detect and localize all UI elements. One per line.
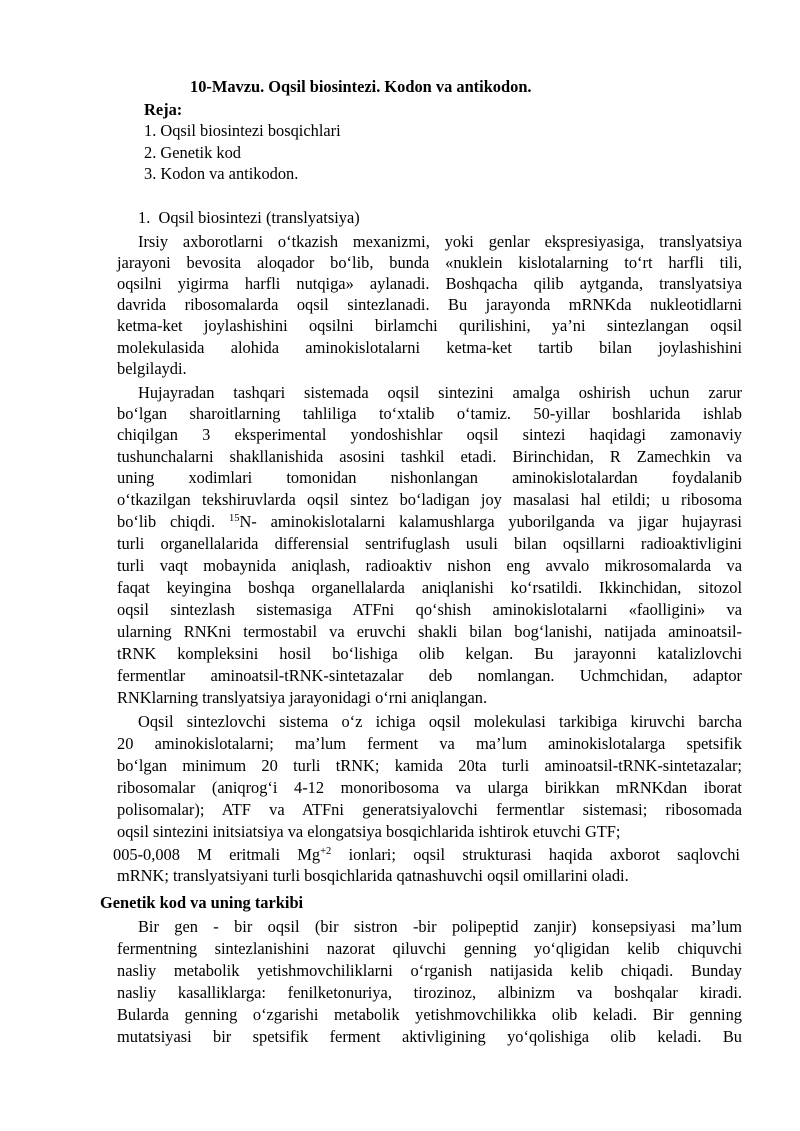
- charge-superscript: +2: [320, 846, 332, 857]
- plan-item: 2. Genetik kod: [144, 143, 241, 162]
- paragraph-line-magnesium: 005-0,008 M eritmali $Mg^{+2}$ ionlari; oqsil strukturasi haqida axborot saqlovchi: [113, 845, 740, 864]
- section-heading: [138, 208, 360, 228]
- paragraph-line: turli organellalarida differensial sentrifuglash usuli bilan oqsillarni radioaktivligini: [117, 534, 742, 553]
- paragraph-line: RNKlarning translyatsiya jarayonidagi o‘rni aniqlangan.: [117, 688, 488, 707]
- paragraph-line: ketma-ket joylashishini oqsilni birlamchi qurilishini, ya’ni sintezlangan oqsil: [117, 316, 742, 335]
- paragraph-line: nasliy metabolik yetishmovchiliklarni o‘rganish natijasida kelib chiqadi. Bunday: [117, 961, 742, 980]
- document-title: 10-Mavzu. Oqsil biosintezi. Kodon va antikodon.: [190, 77, 532, 96]
- paragraph-line: chiqilgan 3 eksperimental yondoshishlar oqsil sintezi haqidagi zamonaviy: [117, 425, 742, 444]
- section-title: Oqsil biosintezi (translyatsiya): [158, 208, 360, 227]
- paragraph-line: oqsil sintezlash sistemasiga ATFni qo‘shish aminokislotalarni «faolligini» va: [117, 600, 742, 619]
- paragraph-line: mRNK; translyatsiyani turli bosqichlarida qatnashuvchi oqsil omillarini oladi.: [117, 866, 629, 885]
- paragraph-line: davrida ribosomalarda oqsil sintezlanadi. Bu jarayonda mRNKda nukleotidlarni: [117, 295, 742, 314]
- paragraph-line: turli vaqt mobaynida aniqlash, radioaktiv nishon eng avvalo mikrosomalarda va: [117, 556, 742, 575]
- paragraph-line: ularning RNKni termostabil va eruvchi shakli bilan bog‘lanishi, natijada aminoatsil-: [117, 622, 742, 641]
- paragraph-line: o‘tkazilgan tekshiruvlarda oqsil sintez bo‘ladigan joy masalasi hal etildi; u ribosoma: [117, 490, 742, 509]
- paragraph-line: ribosomalar (aniqrog‘i 4-12 monoribosoma va ularga birikkan mRNKdan iborat: [117, 778, 742, 797]
- paragraph-line: 20 aminokislotalarni; ma’lum ferment va ma’lum aminokislotalarga spetsifik: [117, 734, 742, 753]
- paragraph-line: tRNK kompleksini hosil bo‘lishiga olib kelgan. Bu jarayonni katalizlovchi: [117, 644, 742, 663]
- paragraph-line-isotope: bo‘lib chiqdi. $^{15}$N- aminokislotalarni kalamushlarga yuborilganda va jigar hujayrasi: [117, 512, 742, 531]
- paragraph-line: bo‘lgan minimum 20 turli tRNK; kamida 20ta turli aminoatsil-tRNK-sintetazalar;: [117, 756, 742, 775]
- paragraph-line: oqsilni yigirma harfli nutqiga» aylanadi. Boshqacha qilib aytganda, translyatsiya: [117, 274, 742, 293]
- paragraph-line: Bir gen - bir oqsil (bir sistron -bir polipeptid zanjir) konsepsiyasi ma’lum: [138, 917, 742, 936]
- paragraph-line: belgilaydi.: [117, 359, 187, 378]
- section-number: 1.: [138, 208, 151, 227]
- paragraph-line: fermentning sintezlanishini nazorat qiluvchi genning yo‘qligidan kelib chiquvchi: [117, 939, 742, 958]
- paragraph-line: fermentlar aminoatsil-tRNK-sintetazalar deb nomlangan. Uchmchidan, adaptor: [117, 666, 742, 685]
- paragraph-line: bo‘lgan sharoitlarning tahliliga to‘xtalib o‘tamiz. 50-yillar boshlarida ishlab: [117, 404, 742, 423]
- paragraph-line: uning xodimlari tomonidan nishonlangan aminokislotalardan foydalanib: [117, 468, 742, 487]
- paragraph-line: Oqsil sintezlovchi sistema o‘z ichiga oqsil molekulasi tarkibiga kiruvchi barcha: [138, 712, 742, 731]
- paragraph-line: polisomalar); ATF va ATFni generatsiyalovchi fermentlar sistemasi; ribosomada: [117, 800, 742, 819]
- plan-item: 1. Oqsil biosintezi bosqichlari: [144, 121, 341, 140]
- section-heading: Genetik kod va uning tarkibi: [100, 893, 304, 912]
- paragraph-line: oqsil sintezini initsiatsiya va elongatsiya bosqichlarida ishtirok etuvchi GTF;: [117, 822, 621, 841]
- paragraph-line: tushunchalarni shakllanishida asosini tashkil etadi. Birinchidan, R Zamechkin va: [117, 447, 742, 466]
- plan-item: 3. Kodon va antikodon.: [144, 164, 299, 183]
- paragraph-line: molekulasida alohida aminokislotalarni ketma-ket tartib bilan joylashishini: [117, 338, 742, 357]
- paragraph-line: Hujayradan tashqari sistemada oqsil sintezini amalga oshirish uchun zarur: [138, 383, 742, 402]
- paragraph-line: jarayoni bevosita aloqador bo‘lib, bunda «nuklein kislotalarning to‘rt harfli tili,: [117, 253, 742, 272]
- paragraph-line: mutatsiyasi bir spetsifik ferment aktivligining yo‘qolishiga olib keladi. Bu: [117, 1027, 742, 1046]
- paragraph-line: Irsiy axborotlarni o‘tkazish mexanizmi, yoki genlar ekspresiyasiga, translyatsiya: [138, 232, 742, 251]
- paragraph-line: faqat keyingina boshqa organellalarda aniqlanishi ko‘rsatildi. Ikkinchidan, sitozol: [117, 578, 742, 597]
- plan-heading: Reja:: [144, 100, 183, 119]
- isotope-superscript: 15: [228, 513, 240, 524]
- paragraph-line: Bularda genning o‘zgarishi metabolik yetishmovchilikka olib keladi. Bir genning: [117, 1005, 742, 1024]
- paragraph-line: nasliy kasalliklarga: fenilketonuriya, tirozinoz, albinizm va boshqalar kiradi.: [117, 983, 742, 1002]
